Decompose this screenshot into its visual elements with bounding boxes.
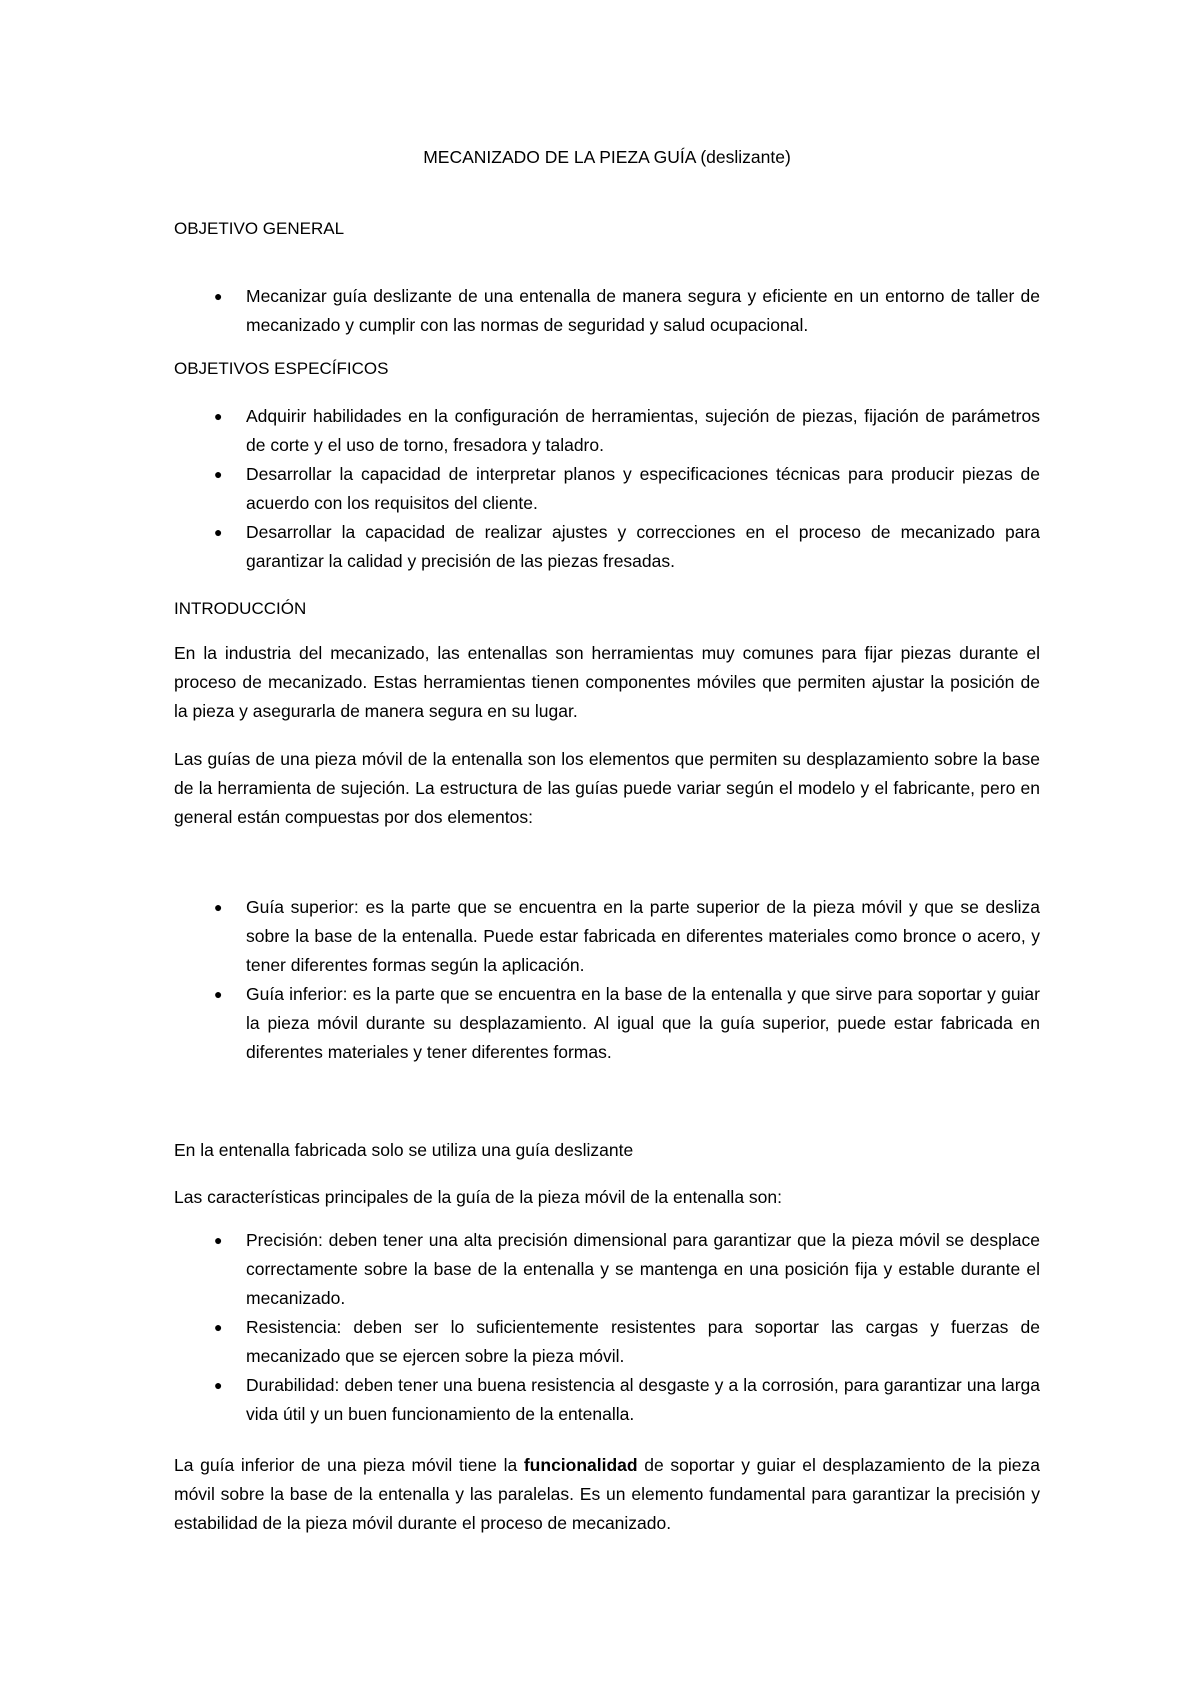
list-item: ● Guía superior: es la parte que se encuentra en la parte superior de la pieza móvil y que se desliza sobre la base de la entenalla. Puede estar fabricada en diferentes materiales como bronce o acero, y tener diferentes formas según la aplicación. (174, 893, 1040, 980)
objetivo-general-list (174, 282, 1040, 340)
bullet-icon: ● (214, 466, 223, 482)
list-item: ● Adquirir habilidades en la configuración de herramientas, sujeción de piezas, fijación de parámetros de corte y el uso de torno, fresadora y taladro. (174, 402, 1040, 460)
list-item: ● Desarrollar la capacidad de interpretar planos y especificaciones técnicas para producir piezas de acuerdo con los requisitos del cliente. (174, 460, 1040, 518)
heading-introduccion: INTRODUCCIÓN (174, 599, 307, 618)
objetivos-especificos-list (174, 402, 1040, 576)
intro-paragraph-2: Las guías de una pieza móvil de la entenalla son los elementos que permiten su desplazamiento sobre la base de la herramienta de sujeción. La estructura de las guías puede variar según el modelo y el fabricante, pero en general están compuestas por dos elementos: (174, 749, 1040, 827)
heading-objetivo-general: OBJETIVO GENERAL (174, 219, 345, 238)
intro-paragraph-3: En la entenalla fabricada solo se utiliza una guía deslizante (174, 1140, 634, 1160)
list-item: ● Durabilidad: deben tener una buena resistencia al desgaste y a la corrosión, para garantizar una larga vida útil y un buen funcionamiento de la entenalla. (174, 1371, 1040, 1429)
document-title: MECANIZADO DE LA PIEZA GUÍA (deslizante) (423, 147, 791, 167)
bullet-icon: ● (214, 1232, 223, 1248)
list-item: ● Guía inferior: es la parte que se encuentra en la base de la entenalla y que sirve para soportar y guiar la pieza móvil durante su desplazamiento. Al igual que la guía superior, puede estar fabricada en diferentes materiales y tener diferentes formas. (174, 980, 1040, 1067)
intro-paragraph-4: Las características principales de la guía de la pieza móvil de la entenalla son: (174, 1187, 782, 1207)
bullet-icon: ● (214, 408, 223, 424)
heading-objetivos-especificos: OBJETIVOS ESPECÍFICOS (174, 359, 389, 378)
bullet-icon: ● (214, 288, 223, 304)
bullet-icon: ● (214, 1319, 223, 1335)
list-item: ● Desarrollar la capacidad de realizar ajustes y correcciones en el proceso de mecanizado para garantizar la calidad y precisión de las piezas fresadas. (174, 518, 1040, 576)
list-item: ● Precisión: deben tener una alta precisión dimensional para garantizar que la pieza móvil se desplace correctamente sobre la base de la entenalla y se mantenga en una posición fija y estable durante el mecanizado. (174, 1226, 1040, 1313)
guias-list (174, 893, 1040, 1067)
bullet-icon: ● (214, 986, 223, 1002)
intro-paragraph-5: La guía inferior de una pieza móvil tiene la funcionalidad de soportar y guiar el desplazamiento de la pieza móvil sobre la base de la entenalla y las paralelas. Es un elemento fundamental para garantizar la precisión y estabilidad de la pieza móvil durante el proceso de mecanizado. (174, 1455, 1040, 1533)
bullet-icon: ● (214, 1377, 223, 1393)
bullet-icon: ● (214, 899, 223, 915)
list-item: ● Mecanizar guía deslizante de una entenalla de manera segura y eficiente en un entorno de taller de mecanizado y cumplir con las normas de seguridad y salud ocupacional. (174, 282, 1040, 340)
caracteristicas-list (174, 1226, 1040, 1429)
list-item: ● Resistencia: deben ser lo suficientemente resistentes para soportar las cargas y fuerzas de mecanizado que se ejercen sobre la pieza móvil. (174, 1313, 1040, 1371)
intro-paragraph-1: En la industria del mecanizado, las entenallas son herramientas muy comunes para fijar piezas durante el proceso de mecanizado. Estas herramientas tienen componentes móviles que permiten ajustar la posición de la pieza y asegurarla de manera segura en su lugar. (174, 643, 1040, 721)
bullet-icon: ● (214, 524, 223, 540)
bold-term: funcionalidad (523, 1455, 638, 1475)
